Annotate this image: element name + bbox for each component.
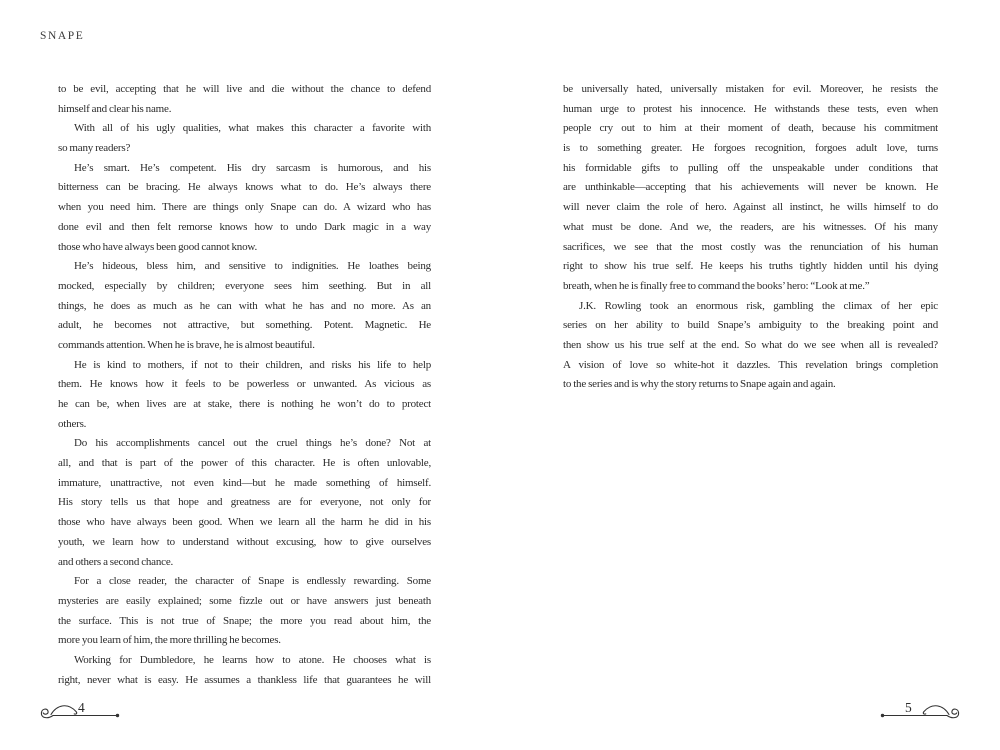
text-line: He’s smart. He’s competent. His dry sarcasm is humorous, and his — [74, 161, 431, 174]
text-line: His story tells us that hope and greatness are for everyone, not only for — [58, 496, 431, 509]
text-line: He is kind to mothers, if not to their children, and risks his life to help — [74, 358, 431, 371]
paragraph — [58, 434, 431, 572]
text-line: be universally hated, universally mistaken for evil. Moreover, he resists the — [563, 83, 938, 95]
text-line: breath, when he is finally free to command the books’ hero: “Look at me.” — [563, 279, 870, 292]
text-line: right, never what is easy. He assumes a thankless life that guarantees he will — [58, 673, 431, 686]
text-line: he can be, when lives are at stake, there is nothing he won’t do to protect — [58, 398, 431, 410]
text-line: Working for Dumbledore, he learns how to atone. He chooses what is — [74, 653, 431, 666]
right-page-text — [563, 80, 938, 395]
text-line: He’s hideous, bless him, and sensitive to indignities. He loathes being — [74, 260, 431, 273]
text-line: Do his accomplishments cancel out the cruel things he’s done? Not at — [74, 437, 431, 450]
page-number: 5 — [905, 700, 912, 715]
text-line: are unthinkable—accepting that his achievements will never be known. He — [563, 181, 938, 194]
paragraph — [58, 651, 431, 690]
text-line: those who have always been good. When we learn all the harm he did in his — [58, 516, 431, 529]
text-line: himself and clear his name. — [58, 102, 172, 115]
text-line: to be evil, accepting that he will live and die without the chance to defend — [58, 83, 431, 95]
page-number: 4 — [78, 700, 85, 715]
text-line: what must be done. And we, the readers, are his witnesses. Of his many — [563, 220, 938, 233]
text-line: those who have always been good cannot know. — [58, 240, 257, 253]
text-line: human urge to protest his innocence. He withstands these tests, even when — [563, 102, 938, 115]
text-line: will never claim the role of hero. Against all instinct, he wills himself to do — [563, 201, 938, 214]
text-line: so many readers? — [58, 142, 131, 155]
text-line: more you learn of him, the more thrilling he becomes. — [58, 634, 281, 647]
text-line: youth, we learn how to understand without excusing, how to give ourselves — [58, 535, 431, 548]
text-line: things, he does as much as he can with what he has and no more. As an — [58, 299, 431, 312]
paragraph — [58, 119, 431, 158]
text-line: series on her ability to build Snape’s ambiguity to the breaking point and — [563, 319, 938, 332]
text-line: done evil and then felt remorse knows how to undo Dark magic in a way — [58, 220, 431, 233]
text-line: J.K. Rowling took an enormous risk, gambling the climax of her epic — [579, 299, 938, 312]
text-line: bitterness can be bracing. He always knows what to do. He’s always there — [58, 181, 431, 194]
text-line: With all of his ugly qualities, what makes this character a favorite with — [74, 122, 431, 135]
running-head: SNAPE — [40, 30, 85, 42]
paragraph — [58, 257, 431, 355]
text-line: right to show his true self. He keeps his truths tightly hidden until his dying — [563, 260, 938, 273]
text-line: people cry out to him at their moment of death, because his commitment — [563, 122, 938, 135]
left-page-footer — [38, 700, 124, 726]
text-line: is to something greater. He forgoes recognition, forgoes adult love, turns — [563, 142, 938, 155]
text-line: them. He knows how it feels to be powerless or unwanted. As vicious as — [58, 378, 431, 391]
text-line: mocked, especially by children; everyone sees him seething. But in all — [58, 279, 431, 292]
right-page-footer — [876, 700, 962, 726]
text-line: to the series and is why the story returns to Snape again and again. — [563, 378, 836, 391]
text-line: sacrifices, we see that the most costly was the renunciation of his human — [563, 240, 938, 253]
text-line: adult, he becomes not attractive, but something. Potent. Magnetic. He — [58, 319, 431, 332]
left-page-text — [58, 80, 431, 690]
paragraph — [58, 356, 431, 435]
text-line: For a close reader, the character of Snape is endlessly rewarding. Some — [74, 575, 431, 588]
paragraph — [563, 80, 938, 297]
text-line: when you need him. There are things only Snape can do. A wizard who has — [58, 201, 431, 214]
text-line: and others a second chance. — [58, 555, 174, 568]
text-line: all, and that is part of the power of this character. He is often unlovable, — [58, 457, 431, 470]
paragraph — [58, 159, 431, 257]
paragraph — [58, 572, 431, 651]
text-line: then show us his true self at the end. So what do we see when all is revealed? — [563, 338, 938, 351]
paragraph — [563, 297, 938, 395]
text-line: his formidable gifts to pulling off the unspeakable under conditions that — [563, 161, 938, 174]
text-line: mysteries are easily explained; some fizzle out or have answers just beneath — [58, 594, 431, 607]
paragraph — [58, 80, 431, 119]
text-line: others. — [58, 417, 87, 430]
text-line: immature, unattractive, not even kind—but he made something of himself. — [58, 476, 431, 489]
text-line: A vision of love so white-hot it dazzles. This revelation brings completion — [563, 358, 938, 371]
text-line: the surface. This is not true of Snape; the more you read about him, the — [58, 614, 431, 627]
text-line: commands attention. When he is brave, he is almost beautiful. — [58, 338, 315, 351]
swash-flourish-icon — [876, 700, 962, 726]
